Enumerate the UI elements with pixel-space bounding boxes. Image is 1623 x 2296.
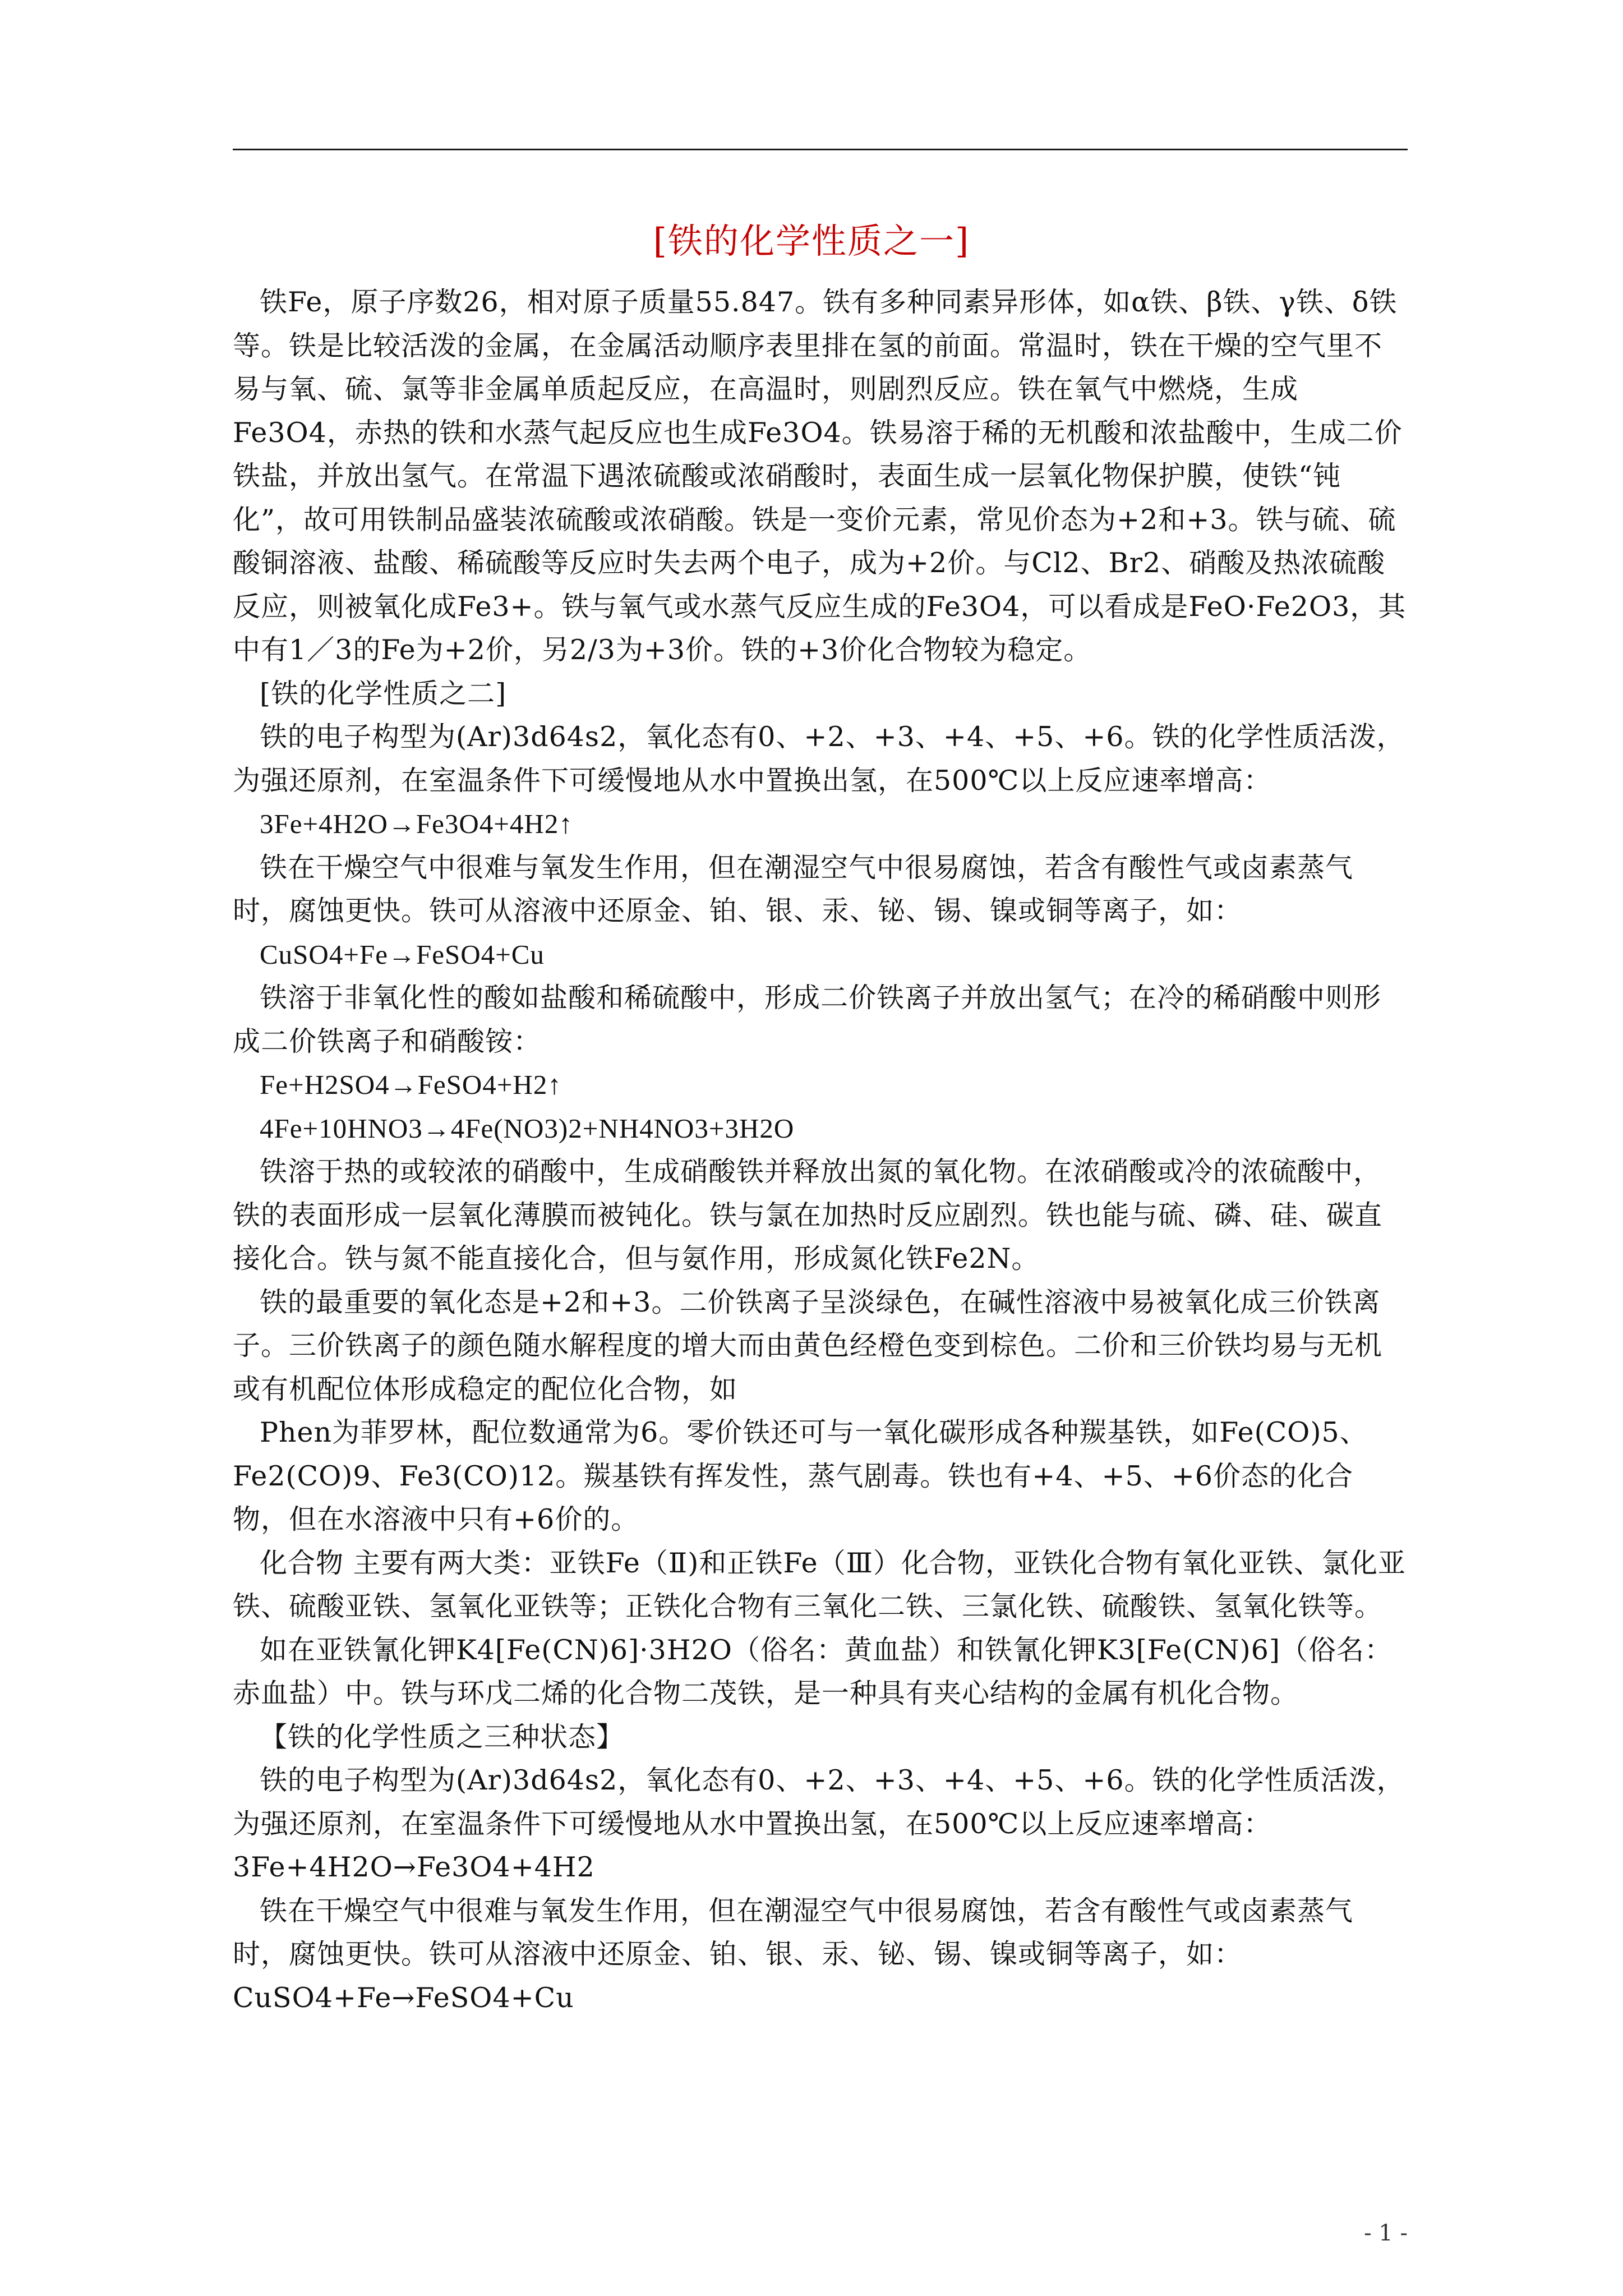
paragraph-corrosion-repeat: 铁在干燥空气中很难与氧发生作用，但在潮湿空气中很易腐蚀，若含有酸性气或卤素蒸气时，腐蚀更快。铁可从溶液中还原金、铂、银、汞、铋、锡、镍或铜等离子，如：CuSO4+Fe→FeSO4+Cu	[233, 1894, 1354, 2014]
header-rule	[233, 149, 1408, 150]
page-number: - 1 -	[1364, 2220, 1408, 2246]
paragraph-passivation: 铁溶于热的或较浓的硝酸中，生成硝酸铁并释放出氮的氧化物。在浓硝酸或冷的浓硫酸中，铁的表面形成一层氧化薄膜而被钝化。铁与氯在加热时反应剧烈。铁也能与硫、磷、硅、碳直接化合。铁与氮不能直接化合，但与氨作用，形成氮化铁Fe2N。	[233, 1156, 1383, 1274]
equation-iron-water-repeat: 3Fe+4H2O→Fe3O4+4H2	[233, 1851, 595, 1883]
document-body	[233, 280, 1408, 2019]
paragraph-carbonyls: Phen为菲罗林，配位数通常为6。零价铁还可与一氧化碳形成各种羰基铁，如Fe(CO)5、Fe2(CO)9、Fe3(CO)12。羰基铁有挥发性，蒸气剧毒。铁也有+4、+5、+6价态的化合物，但在水溶液中只有+6价的。	[233, 1416, 1368, 1535]
paragraph-electron-config: 铁的电子构型为(Ar)3d64s2，氧化态有0、+2、+3、+4、+5、+6。铁的化学性质活泼，为强还原剂，在室温条件下可缓慢地从水中置换出氢，在500℃以上反应速率增高：	[233, 721, 1405, 797]
equation-nitric-acid: 4Fe+10HNO3→4Fe(NO3)2+NH4NO3+3H2O	[260, 1112, 795, 1144]
equation-copper-sulfate: CuSO4+Fe→FeSO4+Cu	[260, 938, 545, 970]
paragraph-corrosion: 铁在干燥空气中很难与氧发生作用，但在潮湿空气中很易腐蚀，若含有酸性气或卤素蒸气时，腐蚀更快。铁可从溶液中还原金、铂、银、汞、铋、锡、镍或铜等离子，如：	[233, 851, 1354, 927]
equation-iron-water: 3Fe+4H2O→Fe3O4+4H2↑	[260, 808, 573, 839]
paragraph-oxidation-states: 铁的最重要的氧化态是+2和+3。二价铁离子呈淡绿色，在碱性溶液中易被氧化成三价铁离子。三价铁离子的颜色随水解程度的增大而由黄色经橙色变到棕色。二价和三价铁均易与无机或有机配位体形成稳定的配位化合物，如	[233, 1286, 1383, 1405]
section-heading-3: 【铁的化学性质之三种状态】	[260, 1720, 625, 1753]
section-heading-2: [铁的化学性质之二]	[260, 677, 507, 710]
paragraph-iron-overview: 铁Fe，原子序数26，相对原子质量55.847。铁有多种同素异形体，如α铁、β铁、γ铁、δ铁等。铁是比较活泼的金属，在金属活动顺序表里排在氢的前面。常温时，铁在干燥的空气里不易与氧、硫、氯等非金属单质起反应，在高温时，则剧烈反应。铁在氧气中燃烧，生成Fe3O4，赤热的铁和水蒸气起反应也生成Fe3O4。铁易溶于稀的无机酸和浓盐酸中，生成二价铁盐，并放出氢气。在常温下遇浓硫酸或浓硝酸时，表面生成一层氧化物保护膜，使铁“钝化”，故可用铁制品盛装浓硫酸或浓硝酸。铁是一变价元素，常见价态为+2和+3。铁与硫、硫酸铜溶液、盐酸、稀硫酸等反应时失去两个电子，成为+2价。与Cl2、Br2、硝酸及热浓硫酸反应，则被氧化成Fe3+。铁与氧气或水蒸气反应生成的Fe3O4，可以看成是FeO·Fe2O3，其中有1／3的Fe为+2价，另2/3为+3价。铁的+3价化合物较为稳定。	[233, 286, 1407, 666]
paragraph-compounds: 化合物 主要有两大类：亚铁Fe（Ⅱ)和正铁Fe（Ⅲ）化合物，亚铁化合物有氧化亚铁、氯化亚铁、硫酸亚铁、氢氧化亚铁等；正铁化合物有三氧化二铁、三氯化铁、硫酸铁、氢氧化铁等。	[233, 1547, 1406, 1622]
equation-sulfuric-acid: Fe+H2SO4→FeSO4+H2↑	[260, 1069, 562, 1100]
paragraph-cyanides: 如在亚铁氰化钾K4[Fe(CN)6]·3H2O（俗名：黄血盐）和铁氰化钾K3[Fe(CN)6]（俗名：赤血盐）中。铁与环戊二烯的化合物二茂铁，是一种具有夹心结构的金属有机化合物。	[233, 1634, 1393, 1709]
paragraph-non-oxidizing-acid: 铁溶于非氧化性的酸如盐酸和稀硫酸中，形成二价铁离子并放出氢气；在冷的稀硝酸中则形成二价铁离子和硝酸铵：	[233, 982, 1382, 1057]
paragraph-electron-config-repeat: 铁的电子构型为(Ar)3d64s2，氧化态有0、+2、+3、+4、+5、+6。铁的化学性质活泼，为强还原剂，在室温条件下可缓慢地从水中置换出氢，在500℃以上反应速率增高：	[233, 1764, 1405, 1840]
document-title: [铁的化学性质之一]	[653, 220, 970, 261]
